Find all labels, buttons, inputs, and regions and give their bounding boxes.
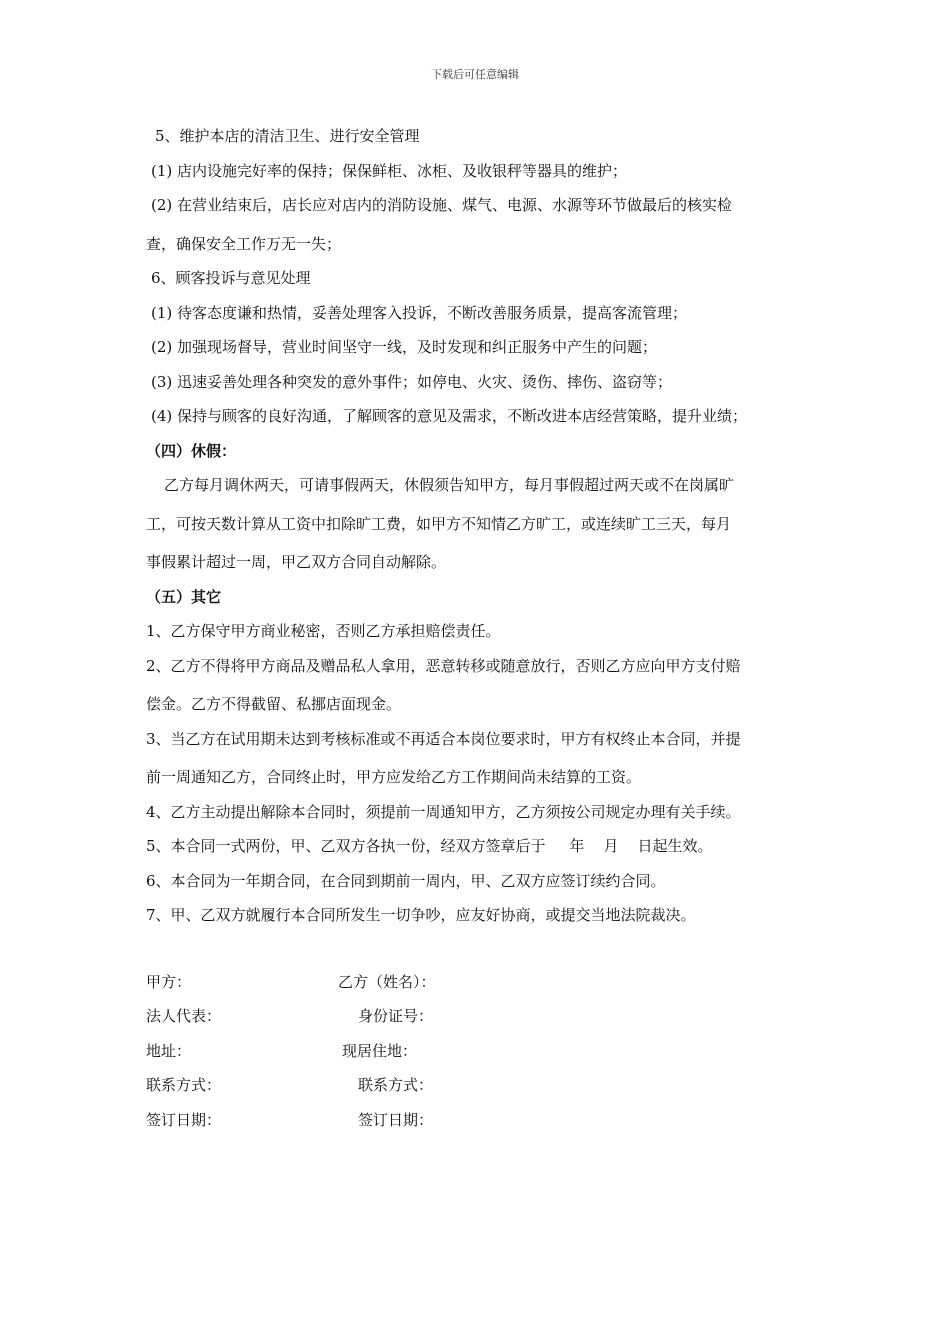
signature-row	[146, 1073, 810, 1108]
signature-row	[146, 1039, 810, 1074]
other-clause: 7、甲、乙双方就履行本合同所发生一切争吵，应友好协商，或提交当地法院裁决。	[146, 906, 696, 924]
party-b-label: 乙方（姓名）：	[338, 972, 436, 991]
signature-row	[146, 1004, 810, 1039]
other-clause: 4、乙方主动提出解除本合同时，须提前一周通知甲方，乙方须按公司规定办理有关手续。	[146, 802, 741, 821]
signature-row	[146, 970, 810, 1005]
signature-spacer	[146, 938, 810, 970]
party-a-label: 甲方：	[146, 972, 192, 991]
party-a-label: 签订日期：	[146, 1110, 222, 1129]
section-6-item: (4) 保持与顾客的良好沟通，了解顾客的意见及需求，不断改进本店经营策略，提升业绩；	[151, 407, 748, 425]
section-6-item: (3) 迅速妥善处理各种突发的意外事件；如停电、火灾、烫伤、摔伤、盗窃等；	[151, 372, 673, 391]
other-heading: （五）其它	[146, 587, 222, 606]
page-header: 下载后可任意编辑	[431, 68, 519, 81]
party-a-label: 地址：	[146, 1041, 192, 1060]
document-body	[146, 124, 810, 1142]
other-clause: 3、当乙方在试用期未达到考核标准或不再适合本岗位要求时，甲方有权终止本合同，并提	[146, 729, 741, 748]
party-a-label: 法人代表：	[146, 1007, 222, 1025]
party-b-label: 签订日期：	[358, 1110, 434, 1129]
signature-row	[146, 1108, 810, 1143]
other-clause: 6、本合同为一年期合同，在合同到期前一周内，甲、乙双方应签订续约合同。	[146, 871, 666, 890]
leave-paragraph-line: 事假累计超过一周，甲乙双方合同自动解除。	[146, 553, 447, 571]
section-5-item: (1) 店内设施完好率的保持；保保鲜柜、冰柜、及收银秤等器具的维护；	[151, 161, 628, 180]
other-clause: 偿金。乙方不得截留、私挪店面现金。	[146, 695, 402, 713]
section-5-item: 查，确保安全工作万无一失；	[146, 234, 342, 253]
leave-paragraph-line: 乙方每月调休两天，可请事假两天，休假须告知甲方，每月事假超过两天或不在岗属旷	[164, 476, 735, 494]
other-clause: 前一周通知乙方，合同终止时，甲方应发给乙方工作期间尚未结算的工资。	[146, 768, 642, 786]
party-b-label: 身份证号：	[358, 1007, 434, 1025]
other-clause: 1、乙方保守甲方商业秘密，否则乙方承担赔偿责任。	[146, 622, 501, 640]
other-clause: 5、本合同一式两份，甲、乙双方各执一份，经双方签章后于 年 月 日起生效。	[146, 837, 713, 855]
section-5-item: (2) 在营业结束后，店长应对店内的消防设施、煤气、电源、水源等环节做最后的核实检	[151, 196, 733, 214]
section-5-title: 5、维护本店的清洁卫生、进行安全管理	[155, 127, 420, 145]
party-b-label: 联系方式：	[358, 1076, 434, 1094]
section-6-title: 6、顾客投诉与意见处理	[151, 269, 311, 287]
other-clause: 2、乙方不得将甲方商品及赠品私人拿用，恶意转移或随意放行，否则乙方应向甲方支付赔	[146, 656, 741, 675]
section-6-item: (1) 待客态度谦和热情，妥善处理客入投诉，不断改善服务质景，提高客流管理；	[151, 303, 688, 322]
leave-paragraph-line: 工，可按天数计算从工资中扣除旷工费，如甲方不知情乙方旷工，或连续旷工三天，每月	[146, 514, 732, 533]
leave-heading: （四）休假：	[146, 441, 237, 460]
section-6-item: (2) 加强现场督导，营业时间坚守一线，及时发现和纠正服务中产生的问题；	[151, 338, 658, 356]
party-b-label: 现居住地：	[342, 1041, 418, 1060]
party-a-label: 联系方式：	[146, 1076, 222, 1094]
